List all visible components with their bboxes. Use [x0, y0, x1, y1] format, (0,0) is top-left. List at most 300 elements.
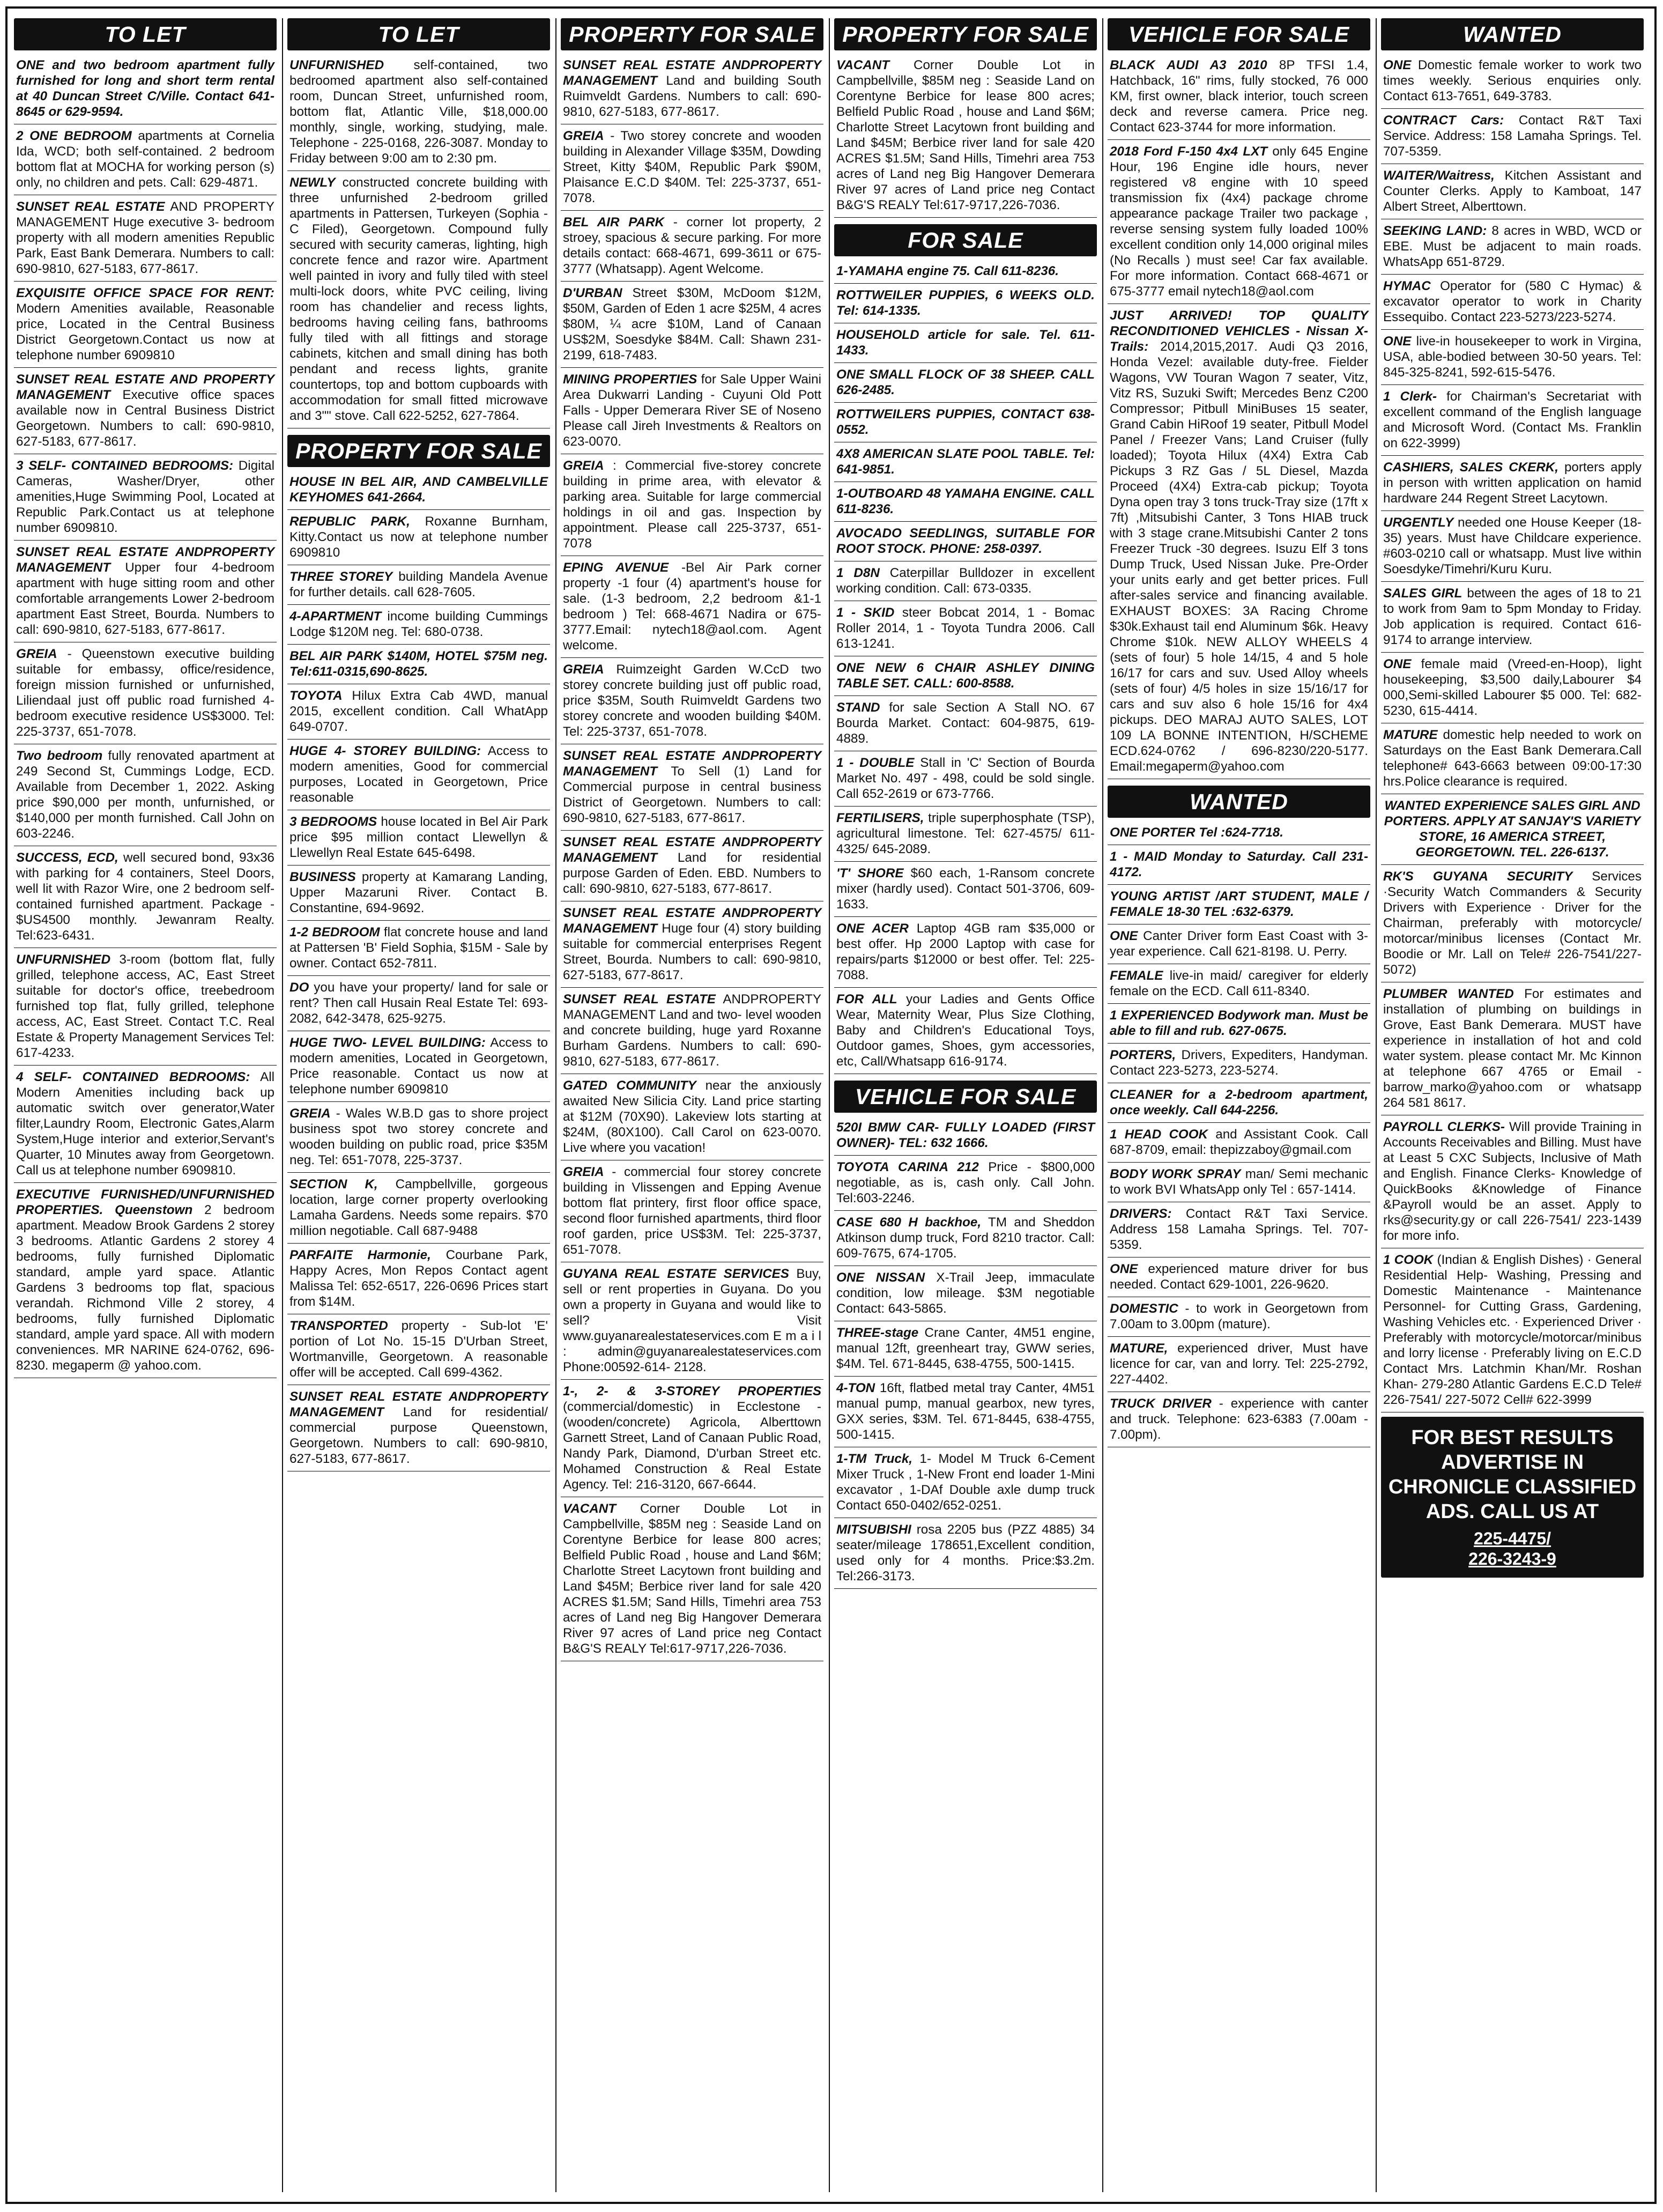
ad-lead: THREE STOREY: [289, 569, 393, 584]
ad-lead: ONE: [1383, 657, 1412, 671]
ad-lead: GUYANA REAL ESTATE SERVICES: [563, 1267, 789, 1281]
classified-ad: [1381, 277, 1644, 330]
ad-lead: MITSUBISHI: [836, 1522, 911, 1537]
ad-lead: SUNSET REAL ESTATE AND PROPERTY MANAGEMENT: [16, 372, 274, 402]
classified-ad: [834, 919, 1097, 988]
classified-ad: [1381, 655, 1644, 723]
ad-lead: MATURE,: [1110, 1341, 1168, 1356]
ad-body: Buy, sell or rent properties in Guyana. Do you own a property in Guyana and would like to sell? Visit www.guyanarealestateservices.com E m a i l : admin@guyanarealestateservices.com Phone:00592-614- 2128.: [563, 1267, 821, 1374]
ad-body: Corner Double Lot in Campbellville, $85M neg : Seaside Land on Corentyne Berbice for lease 800 acres; Belfield Public Road , house and Land $6M; Charlotte Street Lacytown front building and Land $45M; Berbice river land for sale 420 ACRES $1.5M; Sand Hills, Timehri area 753 acres of Land neg Big Hangover Demerara River 97 acres of Land price neg Contact B&G'S REALY Tel:617-9717,226-7036.: [563, 1501, 821, 1656]
section-header-wanted: WANTED: [1108, 786, 1370, 818]
classified-ad: [561, 56, 823, 124]
ad-body: ONE SMALL FLOCK OF 38 SHEEP. CALL 626-2485.: [836, 367, 1095, 397]
ad-lead: 4 SELF- CONTAINED BEDROOMS:: [16, 1070, 250, 1084]
ad-lead: EXECUTIVE FURNISHED/UNFURNISHED PROPERTIES. Queenstown: [16, 1187, 274, 1217]
ad-body: Contact R&T Taxi Service. Address: 158 Lamaha Springs. Tel. 707-5359.: [1383, 113, 1642, 159]
column-4: [834, 18, 1097, 2195]
ad-lead: BEL AIR PARK: [563, 215, 664, 230]
ad-lead: SUNSET REAL ESTATE ANDPROPERTY MANAGEMENT: [563, 58, 821, 88]
ad-body: Upper four 4-bedroom apartment with huge sitting room and other comfortable arrangements Lower 2-bedroom apartment East Street, Bourda. Numbers to call: 690-9810, 627-5183, 677-8617.: [16, 560, 274, 637]
ad-body: -Bel Air Park corner property -1 four (4) apartment's house for sale. (1-3 bedroom, 2,2 bedroom &1-1 bedroom ) Tel: 668-4671 Nadira or 675-3777.Email: nytech18@aol.com. Agent welcome.: [563, 560, 821, 653]
ad-list: [834, 262, 1097, 1074]
classified-ad: [1381, 458, 1644, 511]
classified-ad: [287, 472, 550, 510]
ad-body: : Commercial five-storey concrete building in prime area, with elevator & parking area. Suitable for large commercial holdings in oil and gas. Inspection by appointment. Please call 225-3737, 651-7078: [563, 458, 821, 551]
classified-ad: [1108, 306, 1370, 779]
ad-body: experienced mature driver for bus needed. Contact 629-1001, 226-9620.: [1110, 1262, 1368, 1292]
ad-lead: 3 BEDROOMS: [289, 815, 377, 829]
ad-body: X-Trail Jeep, immaculate condition, low mileage. $3M negotiable Contact: 643-5865.: [836, 1270, 1095, 1316]
ad-body: constructed concrete building with three unfurnished 2-bedroom grilled apartments in Pattersen, Turkeyen (Sophia - C Filed), Georgetown. Compound fully secured with security cameras, lighting, high concrete fence and razor wire. Apartment well painted in ivory and fully tiled with steel multi-lock doors, white PVC ceiling, living room has chandelier and recess lights, bedrooms having ceiling fans, bathrooms fully tiled with all fittings and storage cabinets, kitchen and small dining has both pendant and recess lights, granite countertops, top and bottom cupboards with accommodation for small fitted microwave and 3"" stove. Call 622-5252, 627-7864.: [289, 175, 548, 423]
ad-lead: SUNSET REAL ESTATE ANDPROPERTY MANAGEMENT: [16, 545, 274, 575]
ad-lead: GREIA: [563, 662, 604, 677]
ad-body: ONE PORTER Tel :624-7718.: [1110, 825, 1283, 840]
classified-ad: [1108, 1394, 1370, 1447]
ad-body: property - Sub-lot 'E' portion of Lot No. 15-15 D'Urban Street, Wortmanville, Georgetown. A reasonable offer will be accepted. Call 699-4362.: [289, 1319, 548, 1380]
column-divider: [829, 18, 830, 2192]
classified-ad: [1381, 1118, 1644, 1248]
ad-lead: GREIA: [289, 1106, 331, 1121]
ad-lead: 1 - SKID: [836, 605, 895, 620]
classified-ad: [1381, 111, 1644, 164]
classified-ad: [1108, 1165, 1370, 1202]
ad-body: Will provide Training in Accounts Receivables and Billing. Must have at Least 5 CXC Subjects, Inclusive of Math and English. Finance Clerks- Knowledge of QuickBooks &Knowledge of Finance &Payroll would be an asset. Apply to rks@security.gy or call 226-7541/ 223-1439 for more info.: [1383, 1120, 1642, 1243]
classified-ad: [14, 284, 277, 368]
ad-lead: 1 Clerk-: [1383, 389, 1437, 404]
ad-lead: SEEKING LAND:: [1383, 224, 1487, 238]
ad-lead: DO: [289, 980, 309, 995]
ad-body: apartments at Cornelia Ida, WCD; both self-contained. 2 bedroom bottom flat at MOCHA for working person (s) only, no children and pets. Call: 629-4871.: [16, 129, 274, 190]
ad-body: ONE and two bedroom apartment fully furnished for long and short term rental at 40 Duncan Street C/Ville. Contact 641-8645 or 629-9594.: [16, 58, 274, 119]
ad-body: for Sale Upper Waini Area Dukwarri Landing - Cuyuni Old Pott Falls - Upper Demerara River SE of Noseno Please call Jireh Investments & Realtors on 623-0070.: [563, 372, 821, 449]
ad-lead: GATED COMMUNITY: [563, 1078, 696, 1093]
ad-body: BEL AIR PARK $140M, HOTEL $75M neg. Tel:611-0315,690-8625.: [289, 649, 548, 679]
ad-list: [561, 56, 823, 1661]
classified-ad: [834, 1118, 1097, 1156]
ad-body: WANTED EXPERIENCE SALES GIRL AND PORTERS. APPLY AT SANJAY'S VARIETY STORE, 16 AMERICA STREET, GEORGETOWN. TEL. 226-6137.: [1384, 798, 1641, 860]
ad-lead: RK'S GUYANA SECURITY: [1383, 869, 1573, 884]
ad-lead: UNFURNISHED: [289, 58, 384, 72]
classified-ad: [287, 1033, 550, 1102]
classified-ad: [287, 567, 550, 605]
classified-ad: [561, 990, 823, 1074]
ad-body: well secured bond, 93x36 with parking for 4 containers, Steel Doors, well lit with Razor Wire, one 2 bedroom self-contained furnished apartment. Package - $US4500 monthly. Jewanram Realty. Tel:623-6431.: [16, 850, 274, 943]
classified-ad: [1381, 726, 1644, 794]
classified-ad: [834, 1379, 1097, 1447]
classified-ad: [287, 868, 550, 921]
ad-body: - Wales W.B.D gas to shore project business spot two storey concrete and wooden building on public road, price $35M neg. Tel: 651-7078, 225-3737.: [289, 1106, 548, 1167]
classified-ad: [287, 647, 550, 684]
ad-body: property at Kamarang Landing, Upper Mazaruni River. Contact B. Constantine, 694-9692.: [289, 870, 548, 915]
ad-list: [287, 56, 550, 428]
ad-lead: VACANT: [836, 58, 889, 72]
classified-ad: [287, 512, 550, 565]
ad-body: Caterpillar Bulldozer in excellent working condition. Call: 673-0335.: [836, 566, 1095, 596]
ad-lead: JUST ARRIVED! TOP QUALITY RECONDITIONED VEHICLES - Nissan X-Trails:: [1110, 308, 1368, 354]
ad-body: Canter Driver form East Coast with 3-year experience. Call 621-8198. U. Perry.: [1110, 929, 1368, 959]
classified-ad: [287, 1387, 550, 1471]
section-header-property-for-sale: PROPERTY FOR SALE: [834, 18, 1097, 50]
classified-ad: [1381, 166, 1644, 219]
ad-body: Access to modern amenities, Located in Georgetown, Price reasonable. Contact us now at telephone number 6909810: [289, 1035, 548, 1097]
ad-body: 520I BMW CAR- FULLY LOADED (FIRST OWNER)- TEL: 632 1666.: [836, 1120, 1095, 1150]
ad-body: between the ages of 18 to 21 to work from 9am to 5pm Monday to Friday. Job application is required. Contact 616-9174 to arrange interview.: [1383, 586, 1642, 647]
classified-ad: [834, 56, 1097, 218]
ad-body: Laptop 4GB ram $35,000 or best offer. Hp 2000 Laptop with case for repairs/parts $12000 or best offer. Tel: 225-7088.: [836, 921, 1095, 982]
classified-ad: [14, 848, 277, 948]
ad-lead: DRIVERS:: [1110, 1207, 1172, 1221]
ad-lead: Two bedroom: [16, 749, 103, 763]
ad-body: steer Bobcat 2014, 1 - Bomac Roller 2014, 1 - Toyota Tundra 2006. Call 613-1241.: [836, 605, 1095, 651]
ad-lead: HUGE TWO- LEVEL BUILDING:: [289, 1035, 486, 1050]
ad-lead: GREIA: [563, 1165, 604, 1179]
ad-body: income building Cummings Lodge $120M neg. Tel: 680-0738.: [289, 609, 548, 639]
classified-ad: [561, 284, 823, 368]
ad-body: man/ Semi mechanic to work BVI WhatsApp only Tel : 657-1414.: [1110, 1167, 1368, 1197]
classified-ad: [834, 753, 1097, 807]
classified-ad: [1381, 56, 1644, 109]
classified-ad: [834, 286, 1097, 323]
classified-ad: [561, 746, 823, 831]
classified-ad: [834, 1520, 1097, 1589]
ad-body: - experience with canter and truck. Telephone: 623-6383 (7.00am - 7.00pm).: [1110, 1396, 1368, 1442]
column-divider: [1376, 18, 1377, 2192]
ad-body: Contact R&T Taxi Service. Address 158 Lamaha Springs. Tel. 707-5359.: [1110, 1207, 1368, 1252]
classified-ad: [561, 833, 823, 901]
ad-lead: CASE 680 H backhoe,: [836, 1215, 982, 1230]
ad-body: TM and Sheddon Atkinson dump truck, Ford 8210 tractor. Call: 609-7675, 674-1705.: [836, 1215, 1095, 1261]
classified-ad: [834, 262, 1097, 284]
ad-body: ROTTWEILER PUPPIES, 6 WEEKS OLD. Tel: 614-1335.: [836, 288, 1095, 318]
classified-ad: [1381, 867, 1644, 982]
ad-body: you have your property/ land for sale or rent? Then call Husain Real Estate Tel: 693-2082, 642-3478, 625-9275.: [289, 980, 548, 1026]
classified-ad: [1381, 985, 1644, 1115]
ad-lead: GREIA: [16, 647, 57, 661]
section-header-wanted: WANTED: [1381, 18, 1644, 50]
ad-lead: D'URBAN: [563, 286, 622, 300]
classified-ad: [561, 456, 823, 556]
ad-body: (commercial/domestic) in Ecclestone - (wooden/concrete) Agricola, Alberttown Garnett Street, Land of Canaan Public Road, Nandy Park, Diamond, D'urban Street etc. Mohamed Construction & Real Estate Agency. Tel: 216-3120, 667-6644.: [563, 1400, 821, 1492]
ad-lead: SECTION K,: [289, 1177, 378, 1192]
ad-body: house located in Bel Air Park price $95 million contact Llewellyn & Llewellyn Real Estate 645-6498.: [289, 815, 548, 860]
classified-ad: [14, 56, 277, 124]
ad-lead: 2018 Ford F-150 4x4 LXT: [1110, 144, 1268, 159]
ad-body: Access to modern amenities, Good for commercial purposes, Located in Georgetown, Price reasonable: [289, 744, 548, 805]
classified-ad: [1108, 1046, 1370, 1083]
section-header-vehicle-for-sale: VEHICLE FOR SALE: [834, 1081, 1097, 1113]
ad-lead: TOYOTA CARINA 212: [836, 1160, 979, 1174]
ad-body: Ruimzeight Garden W.CcD two storey concrete building just off public road, price $35M, South Ruimveldt Gardens two storey concrete and wooden building $40M. Tel: 225-3737, 651-7078.: [563, 662, 821, 739]
classified-ad: [287, 173, 550, 428]
ad-body: for sale Section A Stall NO. 67 Bourda Market. Contact: 604-9875, 619-4889.: [836, 700, 1095, 746]
ad-body: self-contained, two bedroomed apartment also self-contained room, Duncan Street, unfurnished room, bottom flat, Atlantic Ville, $18,000.00 monthly, single, working, studying, male. Telephone - 225-0168, 226-3087. Monday to Friday between 9:00 am to 2:30 pm.: [289, 58, 548, 166]
ad-lead: 1-2 BEDROOM: [289, 925, 380, 939]
ad-lead: REPUBLIC PARK,: [289, 514, 410, 529]
ad-body: - commercial four storey concrete building in Vlissengen and Epping Avenue bottom flat printery, first floor office space, second floor furnished apartments, third floor roof garden, price US$3M. Tel: 225-3737, 651-7078.: [563, 1165, 821, 1257]
ad-body: Street $30M, McDoom $12M, $50M, Garden of Eden 1 acre $25M, 4 acres $80M, ¼ acre $10M, Land of Canaan US$2M, Soesdyke $84M. Call: Shawn 231-2199, 618-7483.: [563, 286, 821, 362]
ad-lead: ONE: [1110, 929, 1138, 943]
ad-lead: STAND: [836, 700, 880, 715]
classified-ad: [14, 1185, 277, 1378]
ad-lead: ONE: [1383, 58, 1412, 72]
ad-lead: ONE NISSAN: [836, 1270, 925, 1285]
ad-body: - to work in Georgetown from 7.00am to 3.00pm (mature).: [1110, 1301, 1368, 1331]
classified-ad: [1381, 796, 1644, 865]
ad-lead: TRUCK DRIVER: [1110, 1396, 1212, 1411]
classified-ad: [1108, 847, 1370, 885]
classified-ad: [1381, 584, 1644, 653]
ad-list: [14, 56, 277, 1378]
ad-body: YOUNG ARTIST /ART STUDENT, MALE / FEMALE 18-30 TEL :632-6379.: [1110, 889, 1368, 919]
ad-body: Land and building South Ruimveldt Gardens. Numbers to call: 690-9810, 627-5183, 677-8617.: [563, 73, 821, 119]
ad-body: experienced driver, Must have licence for car, van and lorry. Tel: 225-2792, 227-4402.: [1110, 1341, 1368, 1387]
ad-body: flat concrete house and land at Pattersen 'B' Field Sophia, $15M - Sale by owner. Contact 652-7811.: [289, 925, 548, 971]
ad-body: live-in maid/ caregiver for elderly female on the ECD. Call 611-8340.: [1110, 968, 1368, 998]
classified-ad: [561, 1163, 823, 1262]
classified-ad: [287, 742, 550, 810]
column-1: [14, 18, 277, 2195]
classified-ad: [14, 127, 277, 195]
ad-body: Hilux Extra Cab 4WD, manual 2015, excellent condition. Call WhatApp 649-0707.: [289, 689, 548, 734]
column-3: [561, 18, 823, 2195]
classified-ad: [287, 607, 550, 645]
ad-lead: UNFURNISHED: [16, 952, 111, 967]
ad-lead: SUNSET REAL ESTATE ANDPROPERTY MANAGEMENT: [563, 835, 821, 865]
ad-lead: 'T' SHORE: [836, 866, 904, 881]
ad-body: triple superphosphate (TSP), agricultural limestone. Tel: 627-4575/ 611-4325/ 645-2089.: [836, 811, 1095, 856]
ad-body: - Queenstown executive building suitable for embassy, office/residence, foreign mission furnished or unfurnished, Liliendaal just off public road furnished 4-bedroom executive residence US$3000. Tel: 225-3737, 651-7078.: [16, 647, 274, 739]
ad-body: Roxanne Burnham, Kitty.Contact us now at telephone number 6909810: [289, 514, 548, 560]
ad-list: [287, 472, 550, 1471]
ad-body: ANDPROPERTY MANAGEMENT Land and two- level wooden and concrete building, huge yard Roxanne Burham Gardens. Numbers to call: 690-9810, 627-5183, 677-8617.: [563, 992, 821, 1069]
classified-ad: [1381, 387, 1644, 456]
ad-body: 1- Model M Truck 6-Cement Mixer Truck , 1-New Front end loader 1-Mini excavator , 1-DAf Double axle dump truck Contact 650-0402/652-0251.: [836, 1452, 1095, 1513]
ad-lead: 4-APARTMENT: [289, 609, 382, 624]
classified-ad: [834, 603, 1097, 656]
classified-ad: [834, 484, 1097, 522]
ad-list: [1108, 823, 1370, 1447]
classified-ad: [14, 197, 277, 282]
ad-lead: MATURE: [1383, 728, 1438, 742]
ad-body: HOUSEHOLD article for sale. Tel. 611-1433.: [836, 328, 1095, 358]
classified-ad: [834, 659, 1097, 696]
classified-ad: [287, 1175, 550, 1244]
ad-body: 3-room (bottom flat, fully grilled, telephone access, AC, East Street suitable for doctor's office, treebedroom furnished top flat, fully grilled, telephone access, AC, East Street. Contact T.C. Real Estate & Property Management Services Tel: 617-4233.: [16, 952, 274, 1060]
ad-lead: DOMESTIC: [1110, 1301, 1178, 1316]
ad-lead: 1-TM Truck,: [836, 1452, 912, 1466]
classified-ad: [834, 564, 1097, 601]
ad-lead: CONTRACT Cars:: [1383, 113, 1504, 128]
ad-lead: SUNSET REAL ESTATE: [16, 199, 165, 214]
ad-lead: CASHIERS, SALES CKERK,: [1383, 460, 1558, 475]
classified-ad: [561, 1382, 823, 1497]
ad-body: Courbane Park, Happy Acres, Mon Repos Contact agent Malissa Tel: 652-6517, 226-0696 Prices start from $14M.: [289, 1248, 548, 1309]
ad-lead: SALES GIRL: [1383, 586, 1462, 601]
ad-body: needed one House Keeper (18-35) years. Must have Childcare experience. #603-0210 call or whatsapp. Must live within Soesdyke/Timehri/Kuru Kuru.: [1383, 515, 1642, 576]
ad-lead: GREIA: [563, 129, 604, 143]
ad-body: only 645 Engine Hour, 196 Engine idle hours, never registered v8 engine with 10 speed transmission fix (4x4) package chrome appearance package Trailer two package , reverse sensing system fully loaded 100% excellent condition only 14,000 original miles (No Recalls ) must see! Car fax available. For more information. Contact 668-4671 or 675-3777 email nytech18@aol.com: [1110, 144, 1368, 299]
ad-lead: GREIA: [563, 458, 604, 473]
classified-ad: [287, 1316, 550, 1385]
ad-body: domestic help needed to work on Saturdays on the East Bank Demerara.Call telephone# 643-6663 between 09:00-17:30 hrs.Police clearance is required.: [1383, 728, 1642, 789]
column-6: [1381, 18, 1644, 2195]
classified-ad: [1108, 927, 1370, 964]
classified-ad: [287, 812, 550, 865]
classified-ad: [1108, 1085, 1370, 1123]
ad-body: Campbellville, gorgeous location, large corner property overlooking Lamaha Gardens. Needs some repairs. $70 million negotiable. Call 687-9488: [289, 1177, 548, 1238]
ad-lead: THREE-stage: [836, 1326, 919, 1340]
classified-ad: [834, 1323, 1097, 1377]
ad-body: Executive office spaces available now in Central Business District Georgetown. Numbers to call: 690-9810, 627-5183, 677-8617.: [16, 388, 274, 449]
ad-body: To Sell (1) Land for Commercial purpose in central business District of Georgetown. Numbers to call: 690-9810, 627-5183, 677-8617.: [563, 764, 821, 825]
ad-lead: 2 ONE BEDROOM: [16, 129, 132, 143]
classified-ad: [14, 543, 277, 642]
ad-list: [834, 1118, 1097, 1589]
classified-ad: [834, 405, 1097, 442]
promo-text: FOR BEST RESULTS ADVERTISE IN CHRONICLE CLASSIFIED ADS. CALL US AT: [1388, 1426, 1637, 1523]
classified-ad: [1108, 1260, 1370, 1297]
ad-body: 2 bedroom apartment. Meadow Brook Gardens 2 storey 3 bedrooms. Atlantic Gardens 2 storey 4 bedrooms, fully furnished Diplomatic standard, ample yard space. Atlantic Gardens 3 bedrooms top flat, spacious verandah. Richmond Ville 2 storey, 4 bedrooms, fully furnished Diplomatic standard, ample yard space. All with modern conveniences. MR NARINE 624-0762, 696-8230. megaperm @ yahoo.com.: [16, 1203, 274, 1373]
ad-body: near the anxiously awaited New Silicia City. Land price starting at $12M (70X90). Lakeview lots starting at $24M, (80X100). Call Carol on 623-0070. Live where you vacation!: [563, 1078, 821, 1155]
ad-lead: MINING PROPERTIES: [563, 372, 697, 387]
classified-ad: [1381, 1251, 1644, 1412]
classified-ad: [834, 864, 1097, 917]
section-header-to-let: TO LET: [287, 18, 550, 50]
ad-body: - corner lot property, 2 stroey, spacious & secure parking. For more details contact: 668-4671, 699-3611 or 675-3777 (Whatsapp). Agent Welcome.: [563, 215, 821, 276]
ad-body: All Modern Amenities including back up automatic switch over generator,Water filter,Laundry Room, Electronic Gates,Alarm System,Huge interior and exterior,Servant's Quarter, 10 Minutes away from Georgetown. Call us at telephone number 6909810.: [16, 1070, 274, 1178]
ad-lead: SUCCESS, ECD,: [16, 850, 118, 865]
classified-ad: [287, 1104, 550, 1173]
promo-phone-1: 225-4475/: [1473, 1529, 1551, 1548]
ad-list: [1381, 56, 1644, 1412]
ad-lead: TOYOTA: [289, 689, 343, 703]
classified-ad: [561, 558, 823, 658]
classified-ad: [561, 213, 823, 282]
column-5: [1108, 18, 1370, 2195]
classified-ad: [14, 950, 277, 1066]
ad-body: 16ft, flatbed metal tray Canter, 4M51 manual pump, manual gearbox, new tyres, GXX series, $3M. Tel. 671-8445, 638-4755, 500-1415.: [836, 1381, 1095, 1442]
ad-body: Digital Cameras, Washer/Dryer, other amenities,Huge Swimming Pool, Located at Republic Park.Contact us at telephone number 6909810.: [16, 458, 274, 535]
ad-lead: PLUMBER WANTED: [1383, 987, 1514, 1001]
ad-body: building Mandela Avenue for further details. call 628-7605.: [289, 569, 548, 600]
ad-lead: EPING AVENUE: [563, 560, 669, 575]
ad-lead: VACANT: [563, 1501, 616, 1516]
ad-body: Land for residential purpose Garden of Eden. EBD. Numbers to call: 690-9810, 627-5183, 677-8617.: [563, 850, 821, 896]
ad-lead: PAYROLL CLERKS-: [1383, 1120, 1505, 1134]
ad-lead: SUNSET REAL ESTATE ANDPROPERTY MANAGEMENT: [563, 906, 821, 936]
ad-lead: EXQUISITE OFFICE SPACE FOR RENT:: [16, 286, 274, 300]
classified-ad: [561, 660, 823, 744]
classified-ad: [14, 370, 277, 454]
ad-body: ROTTWEILERS PUPPIES, CONTACT 638-0552.: [836, 407, 1095, 437]
ad-lead: SUNSET REAL ESTATE ANDPROPERTY MANAGEMENT: [563, 749, 821, 779]
classified-ad: [1381, 332, 1644, 385]
classified-ad: [1108, 56, 1370, 140]
classified-ad: [561, 904, 823, 988]
column-2: [287, 18, 550, 2195]
ad-body: Kitchen Assistant and Counter Clerks. Apply to Kamboat, 147 Albert Street, Alberttown.: [1383, 168, 1642, 214]
classified-ad: [834, 1158, 1097, 1211]
ad-lead: BUSINESS: [289, 870, 356, 884]
ad-lead: 1 - DOUBLE: [836, 756, 915, 770]
promo-box: [1381, 1417, 1644, 1578]
ad-body: $60 each, 1-Ransom concrete mixer (hardly used). Contact 501-3706, 609-1633.: [836, 866, 1095, 912]
promo-phone-2: 226-3243-9: [1468, 1549, 1556, 1569]
ad-body: 8 acres in WBD, WCD or EBE. Must be adjacent to main roads. WhatsApp 651-8729.: [1383, 224, 1642, 269]
section-header-vehicle-for-sale: VEHICLE FOR SALE: [1108, 18, 1370, 50]
ad-lead: ONE ACER: [836, 921, 909, 936]
column-divider: [555, 18, 556, 2192]
ad-lead: 1 COOK: [1383, 1253, 1434, 1267]
classified-ad: [834, 990, 1097, 1074]
ad-body: 4X8 AMERICAN SLATE POOL TABLE. Tel: 641-9851.: [836, 447, 1095, 477]
ad-body: ONE NEW 6 CHAIR ASHLEY DINING TABLE SET. CALL: 600-8588.: [836, 661, 1095, 691]
ad-body: 1-YAMAHA engine 75. Call 611-8236.: [836, 264, 1059, 278]
column-divider: [282, 18, 283, 2192]
ad-lead: 1-, 2- & 3-STOREY PROPERTIES: [563, 1384, 821, 1399]
ad-body: 8P TFSI 1.4, Hatchback, 16" rims, fully stocked, 76 000 KM, first owner, black interior, touch screen deck and reverse camera. Price neg. Contact 623-3744 for more information.: [1110, 58, 1368, 135]
ad-body: and Assistant Cook. Call 687-8709, email: thepizzaboy@gmail.com: [1110, 1127, 1368, 1157]
classified-ad: [1108, 1006, 1370, 1044]
ad-body: Price - $800,000 negotiable, as is, cash only. Call John. Tel:603-2246.: [836, 1160, 1095, 1205]
classified-ad: [834, 1449, 1097, 1518]
classifieds-page: [5, 6, 1657, 2204]
ad-lead: SUNSET REAL ESTATE ANDPROPERTY MANAGEMENT: [289, 1389, 548, 1419]
ad-lead: FOR ALL: [836, 992, 897, 1007]
classified-ad: [1108, 142, 1370, 304]
classified-ad: [1381, 221, 1644, 275]
ad-lead: HYMAC: [1383, 279, 1431, 293]
classified-ad: [14, 746, 277, 846]
ad-body: Land for residential/ commercial purpose Queenstown, Georgetown. Numbers to call: 690-9810, 627-5183, 677-8617.: [289, 1405, 548, 1466]
ad-lead: BLACK AUDI A3 2010: [1110, 58, 1267, 72]
ad-body: Stall in 'C' Section of Bourda Market No. 497 - 498, could be sold single. Call 652-2619 or 673-7766.: [836, 756, 1095, 801]
classified-ad: [287, 978, 550, 1031]
section-header-property-for-sale: PROPERTY FOR SALE: [287, 435, 550, 467]
ad-body: rosa 2205 bus (PZZ 4885) 34 seater/mileage 178651,Excellent condition, used only for 4 months. Price:$3.2m. Tel:266-3173.: [836, 1522, 1095, 1584]
ad-lead: 3 SELF- CONTAINED BEDROOMS:: [16, 458, 234, 473]
ad-body: Modern Amenities available, Reasonable price, Located in the Central Business District Georgetown.Contact us now at telephone number 6909810: [16, 301, 274, 362]
ad-lead: FEMALE: [1110, 968, 1163, 983]
ad-body: 1 EXPERIENCED Bodywork man. Must be able to fill and rub. 627-0675.: [1110, 1008, 1368, 1038]
ad-body: Corner Double Lot in Campbellville, $85M neg : Seaside Land on Corentyne Berbice for lease 800 acres; Belfield Public Road , house and Land $6M; Charlotte Street Lacytown front building and Land $45M; Berbice river land for sale 420 ACRES $1.5M; Sand Hills, Timehri area 753 acres of Land neg Big Hangover Demerara River 97 acres of Land price neg Contact B&G'S REALY Tel:617-9717,226-7036.: [836, 58, 1095, 212]
ad-lead: 1 HEAD COOK: [1110, 1127, 1208, 1142]
ad-list: [834, 56, 1097, 218]
ad-list: [1108, 56, 1370, 779]
ad-lead: URGENTLY: [1383, 515, 1454, 530]
ad-body: fully renovated apartment at 249 Second St, Cummings Lodge, ECD. Available from December 1, 2022. Asking price $90,000 per month, unfurnished, or $140,000 per month furnished. Call John on 603-2246.: [16, 749, 274, 841]
ad-body: AND PROPERTY MANAGEMENT Huge executive 3- bedroom property with all modern amenities Republic Park, East Bank Demerara. Numbers to call: 690-9810, 627-5183, 677-8617.: [16, 199, 275, 276]
classified-ad: [561, 370, 823, 454]
classified-ad: [1108, 823, 1370, 845]
ad-body: - Two storey concrete and wooden building in Alexander Village $35M, Dowding Street, Kitty $40M, Republic Park $90M, Plaisance E.C.D $40M. Tel: 225-3737, 651-7078.: [563, 129, 821, 205]
ad-lead: PORTERS,: [1110, 1048, 1176, 1062]
ad-lead: NEWLY: [289, 175, 336, 190]
classified-ad: [561, 1076, 823, 1160]
classified-ad: [287, 56, 550, 171]
ad-body: for Chairman's Secretariat with excellent command of the English language and Microsoft Word. (Contact Ms. Franklin on 622-3999): [1383, 389, 1642, 450]
classified-ad: [287, 923, 550, 976]
ad-lead: ONE: [1110, 1262, 1138, 1276]
classified-ad: [287, 686, 550, 739]
ad-body: 1-OUTBOARD 48 YAMAHA ENGINE. CALL 611-8236.: [836, 486, 1095, 516]
ad-body: Crane Canter, 4M51 engine, manual 12ft, greenheart tray, GWW series, $4M. Tel. 671-8445, 638-4755, 500-1415.: [836, 1326, 1095, 1371]
classified-ad: [1108, 1204, 1370, 1257]
ad-lead: ONE: [1383, 334, 1412, 349]
ad-lead: SUNSET REAL ESTATE: [563, 992, 716, 1007]
classified-ad: [1108, 1299, 1370, 1337]
ad-lead: BODY WORK SPRAY: [1110, 1167, 1241, 1181]
